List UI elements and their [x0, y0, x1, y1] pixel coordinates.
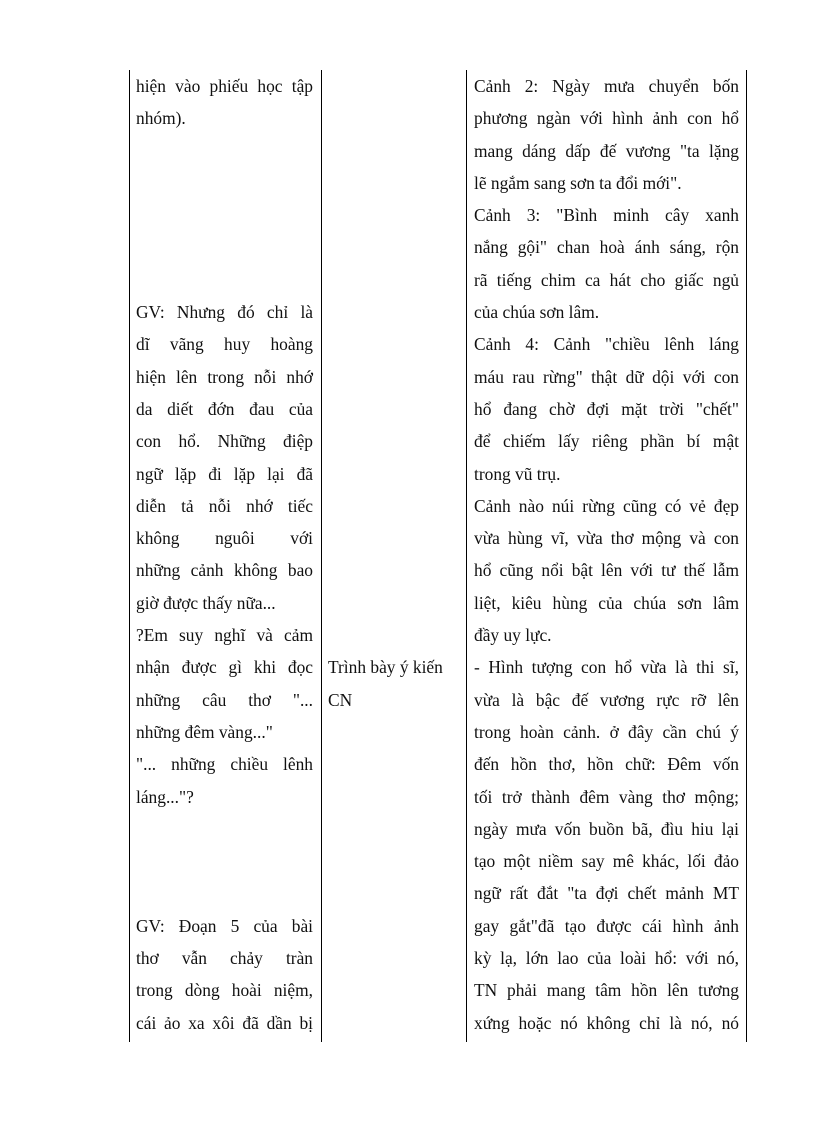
- text-line: phương ngàn với hình ảnh con hổ: [474, 108, 739, 129]
- content-tiger-image: [474, 651, 739, 1039]
- text-line: lẽ ngắm sang sơn ta đổi mới".: [474, 172, 682, 193]
- text-line: liệt, kiêu hùng của chúa sơn lâm: [474, 592, 739, 613]
- text-line: ngữ rất đắt "ta đợi chết mảnh MT: [474, 883, 739, 904]
- text-line: GV: Nhưng đó chỉ là: [136, 302, 313, 323]
- text-line: hổ cũng nổi bật lên với tư thế lẫm: [474, 560, 739, 581]
- text-line: không nguôi với: [136, 528, 313, 549]
- text-line: da diết đớn đau của: [136, 398, 313, 419]
- text-line: trong vũ trụ.: [474, 463, 561, 484]
- teacher-activity-column: [136, 70, 313, 1039]
- text-line: những câu thơ "...: [136, 689, 313, 710]
- content-scene-2: [474, 70, 739, 199]
- text-line: nắng gội" chan hoà ánh sáng, rộn: [474, 237, 739, 258]
- content-scene-4: [474, 328, 739, 489]
- text-line: rã tiếng chim ca hát cho giấc ngủ: [474, 269, 739, 290]
- text-line: để chiếm lấy riêng phần bí mật: [474, 431, 739, 452]
- text-line: láng..."?: [136, 786, 194, 807]
- student-text-1: [328, 651, 460, 716]
- text-line: dĩ vãng huy hoàng: [136, 334, 313, 355]
- text-line: ngữ lặp đi lặp lại đã: [136, 463, 313, 484]
- text-line: Cảnh 3: "Bình minh cây xanh: [474, 205, 739, 226]
- text-line: vừa là bậc đế vương rực rỡ lên: [474, 689, 739, 710]
- text-line: mang dáng dấp đế vương "ta lặng: [474, 140, 739, 161]
- text-line: thơ vẫn chảy tràn: [136, 948, 313, 969]
- teacher-text-1: [136, 70, 313, 135]
- text-line: xứng hoặc nó không chỉ là nó, nó: [474, 1012, 739, 1033]
- text-line: - Hình tượng con hổ vừa là thi sĩ,: [474, 657, 739, 678]
- text-line: tối trở thành đêm vàng thơ mộng;: [474, 786, 739, 807]
- text-line: TN phải mang tâm hồn lên tương: [474, 980, 739, 1001]
- text-line: diễn tả nỗi nhớ tiếc: [136, 495, 313, 516]
- text-line: ?Em suy nghĩ và cảm: [136, 625, 313, 646]
- text-line: Cảnh 2: Ngày mưa chuyển bốn: [474, 76, 739, 96]
- table-border-right: [746, 70, 747, 1042]
- text-line: con hổ. Những điệp: [136, 431, 313, 452]
- text-line: trong dòng hoài niệm,: [136, 980, 313, 1001]
- text-line: những cảnh không bao: [136, 560, 313, 581]
- text-line: Trình bày ý kiến: [328, 657, 443, 678]
- text-line: kỳ lạ, lớn lao của loài hổ: với nó,: [474, 948, 739, 969]
- text-line: gay gắt"đã tạo được cái hình ảnh: [474, 915, 739, 936]
- text-line: vừa hùng vĩ, vừa thơ mộng và con: [474, 528, 739, 549]
- table-border-col2-col3: [466, 70, 467, 1042]
- text-line: Cảnh nào núi rừng cũng có vẻ đẹp: [474, 495, 739, 516]
- text-line: hiện lên trong nỗi nhớ: [136, 366, 313, 387]
- text-line: của chúa sơn lâm.: [474, 302, 600, 323]
- text-line: giờ được thấy nữa...: [136, 592, 276, 613]
- text-line: cái ảo xa xôi đã dần bị: [136, 1012, 313, 1033]
- text-line: máu rau rừng" thật dữ dội với con: [474, 366, 739, 387]
- text-line: "... những chiều lênh: [136, 754, 313, 775]
- text-line: đầy uy lực.: [474, 625, 552, 646]
- content-summary: [474, 490, 739, 651]
- teacher-question-cont: [136, 748, 313, 813]
- content-column: [474, 70, 739, 1039]
- teacher-text-2: [136, 296, 313, 619]
- text-line: nhóm).: [136, 108, 186, 129]
- text-line: CN: [328, 689, 353, 710]
- text-line: hổ đang chờ đợi mặt trời "chết": [474, 398, 739, 419]
- text-line: những đêm vàng...": [136, 721, 273, 742]
- text-line: GV: Đoạn 5 của bài: [136, 915, 313, 936]
- teacher-text-3: [136, 910, 313, 1039]
- text-line: nhận được gì khi đọc: [136, 657, 313, 678]
- text-line: trong hoàn cảnh. ở đây cần chú ý: [474, 721, 739, 742]
- text-line: đến hồn thơ, hồn chữ: Đêm vốn: [474, 754, 739, 775]
- teacher-question: [136, 619, 313, 748]
- table-border-col1-col2: [321, 70, 322, 1042]
- content-scene-3: [474, 199, 739, 328]
- table-border-left: [129, 70, 130, 1042]
- text-line: hiện vào phiếu học tập: [136, 76, 313, 96]
- text-line: Cảnh 4: Cảnh "chiều lênh láng: [474, 334, 739, 355]
- text-line: tạo một niềm say mê khác, lối đảo: [474, 851, 739, 872]
- student-activity-column: [328, 70, 460, 716]
- text-line: ngày mưa vốn buồn bã, đìu hiu lại: [474, 818, 739, 839]
